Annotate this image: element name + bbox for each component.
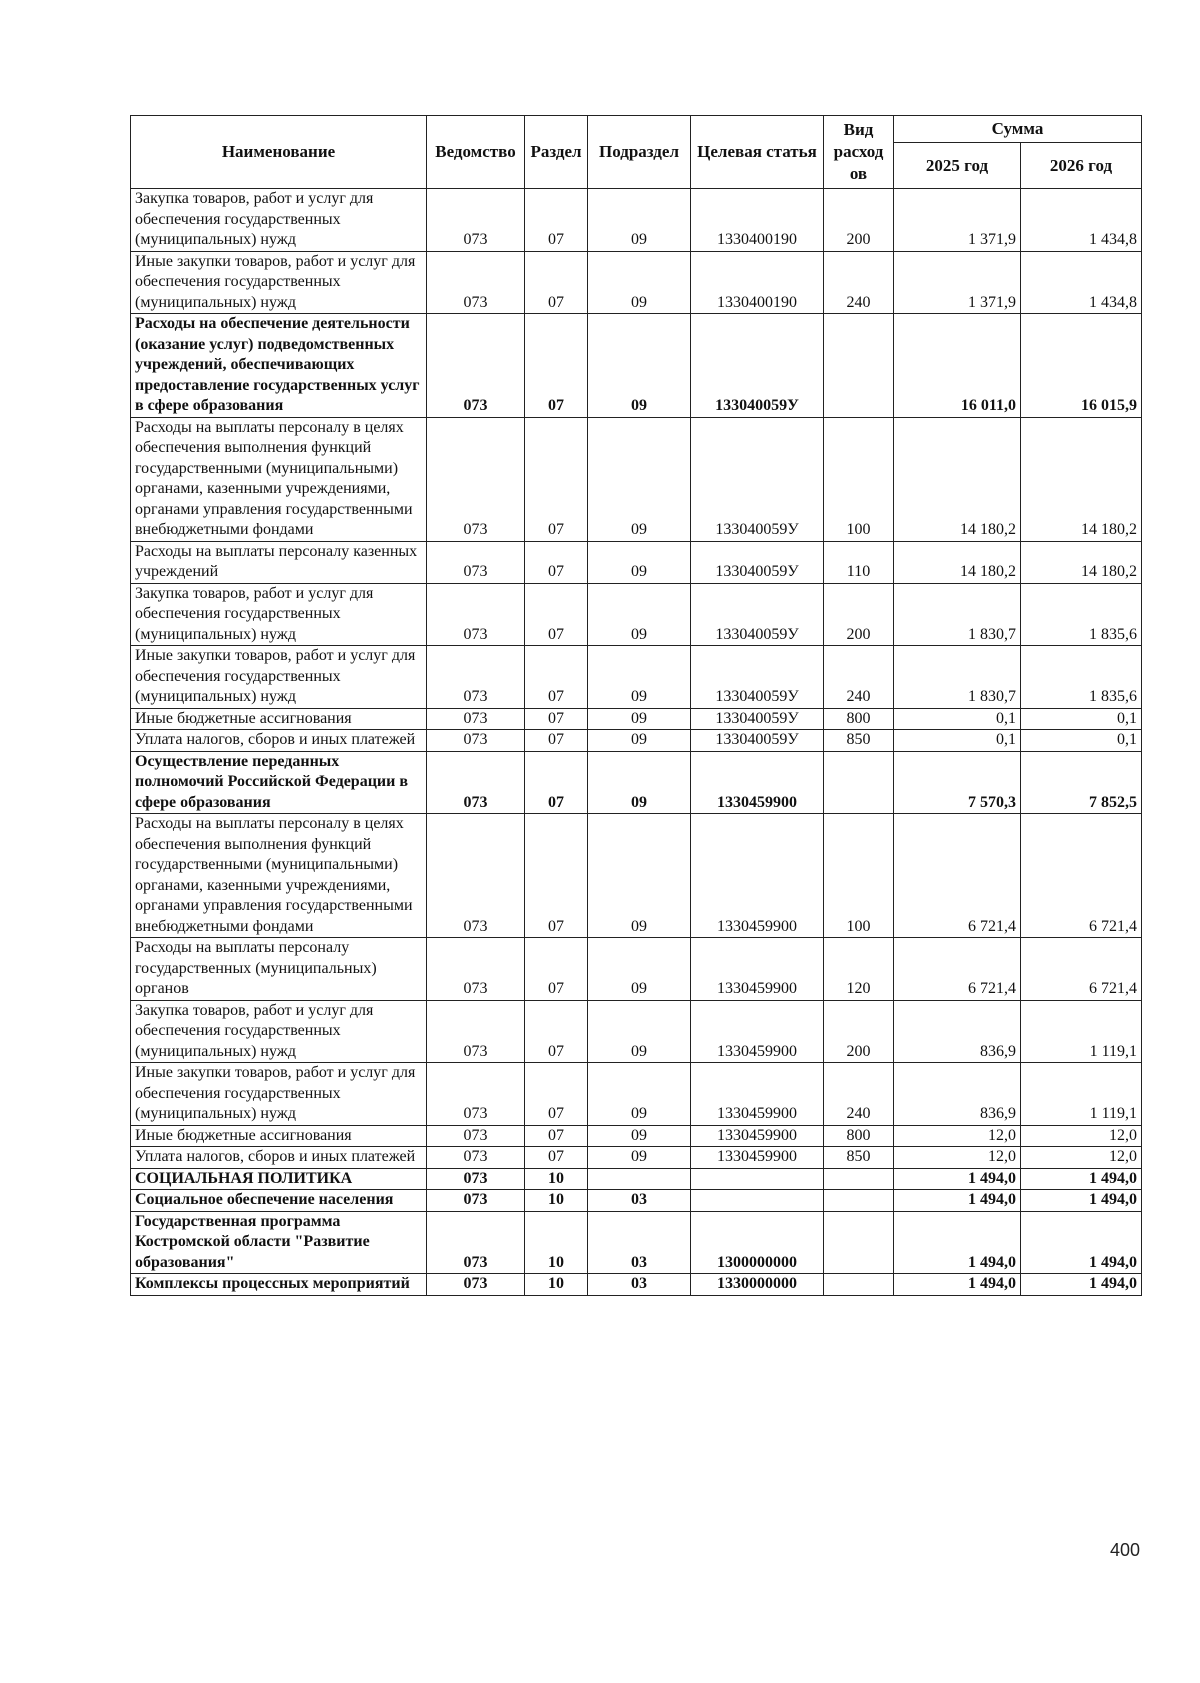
row-department: 073 [427,541,525,583]
row-department: 073 [427,1147,525,1169]
header-subsection: Подраздел [588,116,691,189]
row-subsection: 09 [588,314,691,418]
row-section: 07 [525,814,588,938]
row-amount-2026: 1 494,0 [1021,1211,1142,1274]
row-target-article: 133040059У [691,646,824,709]
table-row [131,1063,1142,1126]
header-year-2025: 2025 год [894,143,1021,189]
header-section: Раздел [525,116,588,189]
row-expense-type: 200 [824,583,894,646]
table-row [131,751,1142,814]
row-target-article: 133040059У [691,583,824,646]
header-target-article: Целевая статья [691,116,824,189]
row-subsection: 09 [588,417,691,541]
row-subsection: 03 [588,1211,691,1274]
row-target-article: 133040059У [691,708,824,730]
row-subsection: 09 [588,583,691,646]
row-department: 073 [427,314,525,418]
row-amount-2025: 6 721,4 [894,938,1021,1001]
table-row [131,314,1142,418]
row-expense-type: 120 [824,938,894,1001]
row-expense-type: 800 [824,708,894,730]
row-department: 073 [427,1168,525,1190]
row-name: Иные бюджетные ассигнования [131,1125,427,1147]
row-subsection: 09 [588,251,691,314]
row-amount-2026: 14 180,2 [1021,541,1142,583]
row-subsection: 09 [588,1125,691,1147]
row-section: 07 [525,583,588,646]
table-row [131,1125,1142,1147]
row-expense-type: 100 [824,814,894,938]
row-target-article: 1330459900 [691,1147,824,1169]
row-expense-type: 240 [824,646,894,709]
table-row [131,1147,1142,1169]
row-expense-type: 110 [824,541,894,583]
row-subsection: 09 [588,814,691,938]
table-row [131,938,1142,1001]
row-section: 10 [525,1168,588,1190]
table-row [131,189,1142,252]
row-subsection: 09 [588,646,691,709]
row-amount-2025: 1 830,7 [894,583,1021,646]
row-amount-2026: 1 434,8 [1021,251,1142,314]
row-target-article: 1300000000 [691,1211,824,1274]
row-amount-2025: 7 570,3 [894,751,1021,814]
row-target-article: 1330000000 [691,1274,824,1296]
row-amount-2026: 1 494,0 [1021,1168,1142,1190]
row-amount-2026: 1 434,8 [1021,189,1142,252]
row-name: Иные закупки товаров, работ и услуг для обеспечения государственных (муниципальных) нужд [131,646,427,709]
row-name: Закупка товаров, работ и услуг для обеспечения государственных (муниципальных) нужд [131,583,427,646]
row-amount-2026: 1 119,1 [1021,1000,1142,1063]
table-row [131,417,1142,541]
row-target-article: 1330459900 [691,1000,824,1063]
row-expense-type: 850 [824,1147,894,1169]
row-expense-type: 240 [824,251,894,314]
row-name: Закупка товаров, работ и услуг для обеспечения государственных (муниципальных) нужд [131,1000,427,1063]
row-name: СОЦИАЛЬНАЯ ПОЛИТИКА [131,1168,427,1190]
row-target-article: 133040059У [691,417,824,541]
row-name: Уплата налогов, сборов и иных платежей [131,730,427,752]
row-department: 073 [427,1190,525,1212]
row-expense-type [824,1274,894,1296]
row-department: 073 [427,730,525,752]
row-target-article: 1330400190 [691,189,824,252]
row-name: Расходы на выплаты персоналу казенных учреждений [131,541,427,583]
row-subsection: 09 [588,938,691,1001]
row-department: 073 [427,1063,525,1126]
row-department: 073 [427,251,525,314]
row-name: Закупка товаров, работ и услуг для обеспечения государственных (муниципальных) нужд [131,189,427,252]
row-amount-2025: 1 371,9 [894,251,1021,314]
row-amount-2025: 0,1 [894,730,1021,752]
row-subsection: 09 [588,1063,691,1126]
row-subsection: 09 [588,751,691,814]
row-amount-2025: 14 180,2 [894,417,1021,541]
row-amount-2025: 1 371,9 [894,189,1021,252]
row-expense-type [824,314,894,418]
row-subsection: 09 [588,541,691,583]
row-expense-type [824,1190,894,1212]
row-section: 07 [525,189,588,252]
row-expense-type: 100 [824,417,894,541]
row-section: 07 [525,314,588,418]
row-target-article: 1330459900 [691,1063,824,1126]
row-amount-2025: 1 830,7 [894,646,1021,709]
table-row [131,814,1142,938]
row-amount-2025: 16 011,0 [894,314,1021,418]
row-section: 07 [525,938,588,1001]
row-amount-2025: 6 721,4 [894,814,1021,938]
row-amount-2026: 1 835,6 [1021,646,1142,709]
row-department: 073 [427,1000,525,1063]
row-subsection: 09 [588,1147,691,1169]
table-row [131,1274,1142,1296]
row-amount-2026: 6 721,4 [1021,938,1142,1001]
row-subsection: 09 [588,708,691,730]
header-name: Наименование [131,116,427,189]
row-expense-type: 800 [824,1125,894,1147]
row-target-article: 133040059У [691,730,824,752]
row-target-article: 1330400190 [691,251,824,314]
row-expense-type: 200 [824,189,894,252]
row-subsection: 03 [588,1274,691,1296]
row-amount-2025: 12,0 [894,1125,1021,1147]
row-department: 073 [427,938,525,1001]
table-row [131,1190,1142,1212]
row-department: 073 [427,646,525,709]
row-section: 07 [525,417,588,541]
row-amount-2025: 836,9 [894,1000,1021,1063]
header-expense-type: Вид расход ов [824,116,894,189]
row-section: 07 [525,730,588,752]
row-department: 073 [427,1211,525,1274]
budget-table [130,115,1142,1296]
row-section: 07 [525,1147,588,1169]
row-expense-type: 850 [824,730,894,752]
row-expense-type [824,1168,894,1190]
row-amount-2026: 16 015,9 [1021,314,1142,418]
row-target-article: 1330459900 [691,1125,824,1147]
row-department: 073 [427,583,525,646]
row-amount-2025: 1 494,0 [894,1211,1021,1274]
row-name: Иные бюджетные ассигнования [131,708,427,730]
row-expense-type [824,1211,894,1274]
row-amount-2025: 1 494,0 [894,1274,1021,1296]
row-subsection: 09 [588,189,691,252]
row-name: Государственная программа Костромской области "Развитие образования" [131,1211,427,1274]
table-row [131,708,1142,730]
header-sum: Сумма [894,116,1142,143]
row-expense-type [824,751,894,814]
row-amount-2026: 0,1 [1021,730,1142,752]
row-amount-2026: 12,0 [1021,1147,1142,1169]
row-amount-2026: 6 721,4 [1021,814,1142,938]
row-amount-2026: 7 852,5 [1021,751,1142,814]
header-department: Ведомство [427,116,525,189]
row-name: Уплата налогов, сборов и иных платежей [131,1147,427,1169]
row-section: 07 [525,1000,588,1063]
row-amount-2026: 12,0 [1021,1125,1142,1147]
row-target-article: 1330459900 [691,814,824,938]
row-section: 10 [525,1211,588,1274]
row-name: Иные закупки товаров, работ и услуг для обеспечения государственных (муниципальных) нужд [131,1063,427,1126]
row-section: 07 [525,251,588,314]
row-section: 10 [525,1274,588,1296]
row-amount-2025: 1 494,0 [894,1168,1021,1190]
table-row [131,251,1142,314]
row-target-article: 133040059У [691,541,824,583]
row-department: 073 [427,751,525,814]
row-amount-2025: 14 180,2 [894,541,1021,583]
row-subsection: 03 [588,1190,691,1212]
row-target-article [691,1168,824,1190]
row-target-article [691,1190,824,1212]
row-subsection [588,1168,691,1190]
row-expense-type: 240 [824,1063,894,1126]
row-section: 07 [525,1063,588,1126]
row-amount-2026: 1 494,0 [1021,1274,1142,1296]
row-department: 073 [427,814,525,938]
table-row [131,1168,1142,1190]
row-department: 073 [427,417,525,541]
row-subsection: 09 [588,730,691,752]
row-amount-2026: 1 119,1 [1021,1063,1142,1126]
row-amount-2025: 1 494,0 [894,1190,1021,1212]
row-target-article: 1330459900 [691,938,824,1001]
row-department: 073 [427,1125,525,1147]
row-amount-2025: 0,1 [894,708,1021,730]
row-section: 10 [525,1190,588,1212]
table-row [131,646,1142,709]
row-section: 07 [525,646,588,709]
row-amount-2026: 14 180,2 [1021,417,1142,541]
row-name: Расходы на выплаты персоналу в целях обеспечения выполнения функций государственными (муниципальными) органами, казенными учреждениями, органами управления государственными внебюджетными фондами [131,814,427,938]
row-name: Иные закупки товаров, работ и услуг для обеспечения государственных (муниципальных) нужд [131,251,427,314]
row-name: Осуществление переданных полномочий Российской Федерации в сфере образования [131,751,427,814]
row-name: Расходы на выплаты персоналу государственных (муниципальных) органов [131,938,427,1001]
table-row [131,1211,1142,1274]
page-number: 400 [1109,1540,1140,1560]
table-row [131,730,1142,752]
row-department: 073 [427,1274,525,1296]
row-target-article: 1330459900 [691,751,824,814]
header-year-2026: 2026 год [1021,143,1142,189]
row-amount-2025: 12,0 [894,1147,1021,1169]
table-row [131,1000,1142,1063]
table-row [131,541,1142,583]
row-amount-2026: 0,1 [1021,708,1142,730]
table-body [131,189,1142,1296]
row-section: 07 [525,708,588,730]
row-amount-2026: 1 835,6 [1021,583,1142,646]
row-amount-2025: 836,9 [894,1063,1021,1126]
row-name: Комплексы процессных мероприятий [131,1274,427,1296]
row-department: 073 [427,708,525,730]
row-section: 07 [525,751,588,814]
row-section: 07 [525,541,588,583]
table-header [131,116,1142,189]
row-section: 07 [525,1125,588,1147]
row-department: 073 [427,189,525,252]
row-name: Социальное обеспечение населения [131,1190,427,1212]
row-target-article: 133040059У [691,314,824,418]
row-name: Расходы на выплаты персоналу в целях обеспечения выполнения функций государственными (муниципальными) органами, казенными учреждениями, органами управления государственными внебюджетными фондами [131,417,427,541]
row-subsection: 09 [588,1000,691,1063]
table-row [131,583,1142,646]
row-expense-type: 200 [824,1000,894,1063]
row-amount-2026: 1 494,0 [1021,1190,1142,1212]
row-name: Расходы на обеспечение деятельности (оказание услуг) подведомственных учреждений, обеспечивающих предоставление государственных услуг в сфере образования [131,314,427,418]
